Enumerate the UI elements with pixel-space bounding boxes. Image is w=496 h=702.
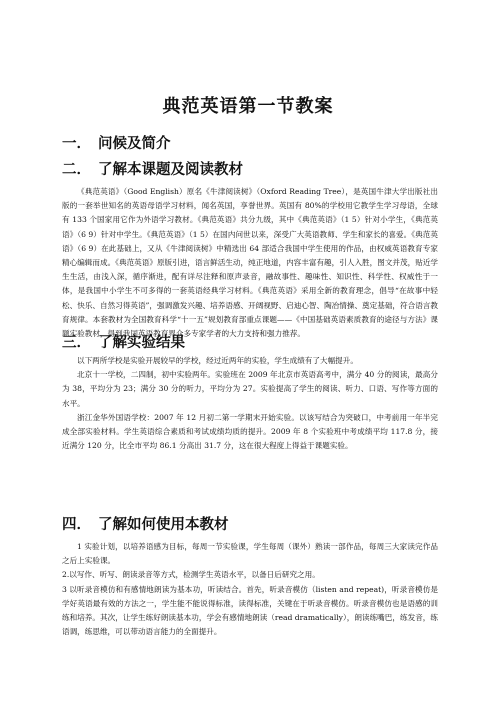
section-heading-3 [62,331,185,352]
section-number: 一． [62,136,91,152]
section-title: 了解实验结果 [98,335,185,351]
section-title: 问候及简介 [98,136,171,152]
page-title: 典范英语第一节教案 [162,96,334,117]
results-paragraph-block [62,354,438,453]
paragraph: 2.以写作、听写、朗读录音等方式，检测学生英语水平，以备日后研究之用。 [62,570,320,580]
section-title: 了解本课题及阅读教材 [98,162,243,178]
section-title: 了解如何使用本教材 [98,517,229,533]
paragraph: 以下两所学校是实验开展较早的学校，经过近两年的实验，学生成绩有了大幅提升。 [77,356,358,365]
paragraph: 1 实验计划，以培养语感为目标，每周一节实验课，学生每周（课外）熟读一部作品，每周三大家读完作品之后上实验课。 [62,542,438,566]
usage-paragraph-block [62,540,438,639]
intro-paragraph-block [62,185,438,341]
paragraph: 北京十一学校，二四制，初中实验两年。实验班在 2009 年北京市英语高考中，满分 40 分的阅读，最高分为 38，平均分为 23；满分 30 分的听力，平均分为 27。实验提高了学生的阅读、听力、口语、写作等方面的水平。 [62,370,438,408]
section-heading-1 [62,132,171,153]
section-heading-4 [62,513,229,534]
paragraph: 3 以听录音模仿和有感情地朗读为基本功，听读结合。首先，听录音模仿（listen and repeat)，听录音模仿是学好英语最有效的方法之一，学生能不能说得标准，读得标准，关键在于听录音模仿。听录音模仿也是语感的训练和培养。其次，让学生练好朗读基本功，学会有感情地朗读（read dramatically），朗读练嘴巴，练发音，练语调，练思维，可以带动语言能力的全面提升。 [62,584,438,637]
section-number: 四． [62,517,91,533]
paragraph: 《典范英语》（Good English）原名《牛津阅读树》（Oxford Reading Tree），是英国牛津大学出版社出版的一套举世知名的英语母语学习材料，闻名英国，享誉世界。英国有 80%的学校用它教学生学习母语，全球有 133 个国家用它作为外语学习教材。《典范英语》共分九级，其中《典范英语》（1 5）针对小学生，《典范英语》（6 9）针对中学生。《典范英语》（1 5）在国内问世以来，深受广大英语教师、学生和家长的喜爱。《典范英语》（6 9）在此基础上，又从《牛津阅读树》中精选出 64 部适合我国中学生使用的作品，由权威英语教育专家精心编辑而成。《典范英语》原版引进，语言鲜活生动，纯正地道，内容丰富有趣，引人入胜，图文并茂，贴近学生生活，由浅入深，循序渐进，配有详尽注释和原声录音，融故事性、趣味性、知识性、科学性、权威性于一体，是我国中小学生不可多得的一套英语经典学习材料。《典范英语》采用全新的教育理念，倡导“在故事中轻松、快乐、自然习得英语”，强调激发兴趣、培养语感、开阔视野、启迪心智、陶冶情操、奠定基础，符合语言教育规律。本套教材为全国教育科学“十一五”规划教育部重点课题——《中国基础英语素质教育的途径与方法》课题实验教材，得到我国英语教育界众多专家学者的大力支持和强力推荐。 [62,187,438,339]
paragraph: 浙江金华外国语学校：2007 年 12 月初二第一学期末开始实验。以该写结合为突破口，中考前用一年半完成全部实验材料。学生英语综合素质和考试成绩均质的提升。2009 年 8 个实验班中考成绩平均 117.8 分，接近满分 120 分，比全市平均 86.1 分高出 31.7 分，这在很大程度上得益于课题实验。 [62,412,438,451]
section-heading-2 [62,158,243,179]
section-number: 二． [62,162,91,178]
section-number: 三． [62,335,91,351]
